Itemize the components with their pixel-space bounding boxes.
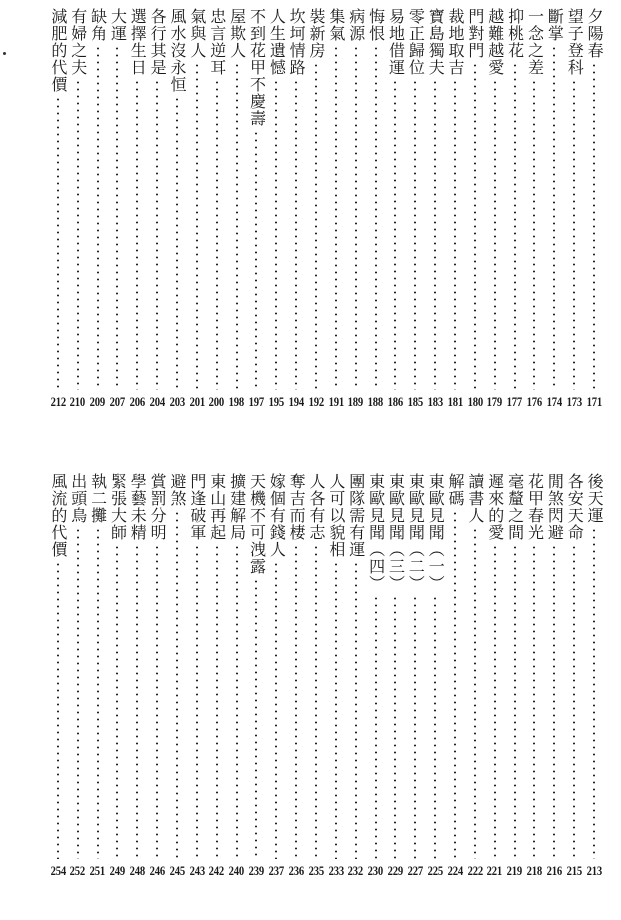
toc-entry[interactable] bbox=[564, 473, 584, 877]
toc-entry[interactable] bbox=[266, 473, 286, 877]
dot-leader bbox=[116, 544, 118, 859]
toc-entry[interactable] bbox=[584, 473, 604, 877]
toc-entry[interactable] bbox=[366, 473, 386, 877]
toc-entry-page-number: 212 bbox=[50, 394, 66, 409]
dot-leader bbox=[216, 544, 218, 859]
toc-entry-title: 團隊需有運 bbox=[346, 473, 366, 558]
toc-entry[interactable] bbox=[326, 8, 346, 408]
toc-entry-title: 裝新房 bbox=[307, 8, 327, 59]
toc-entry-page-number: 225 bbox=[427, 863, 443, 878]
toc-entry-title: 東歐見聞（二） bbox=[406, 473, 426, 592]
toc-entry-page-number: 192 bbox=[308, 394, 324, 409]
toc-entry[interactable] bbox=[405, 473, 425, 877]
dot-leader bbox=[335, 561, 337, 859]
toc-entry[interactable] bbox=[68, 8, 88, 408]
toc-entry-page-number: 236 bbox=[288, 863, 304, 878]
dot-leader bbox=[156, 544, 158, 859]
toc-entry-title: 大運 bbox=[108, 8, 128, 42]
toc-entry-title: 越難越愛 bbox=[485, 8, 505, 76]
toc-entry-title: 東山再起 bbox=[207, 473, 227, 541]
toc-entry-page-number: 235 bbox=[308, 863, 324, 878]
dot-leader bbox=[394, 79, 396, 390]
toc-entry[interactable] bbox=[207, 473, 227, 877]
toc-entry[interactable] bbox=[227, 473, 247, 877]
dot-leader bbox=[375, 595, 377, 859]
dot-leader bbox=[553, 544, 555, 859]
toc-entry-page-number: 243 bbox=[189, 863, 205, 878]
toc-entry-title: 減肥的代價 bbox=[48, 8, 68, 93]
toc-entry-title: 人生遺憾 bbox=[267, 8, 287, 76]
toc-entry-page-number: 201 bbox=[189, 394, 205, 409]
toc-entry[interactable] bbox=[425, 8, 445, 408]
toc-entry[interactable] bbox=[207, 8, 227, 408]
toc-entry-page-number: 227 bbox=[407, 863, 423, 878]
toc-entry-page-number: 215 bbox=[566, 863, 582, 878]
toc-entry-title: 門逢破軍 bbox=[187, 473, 207, 541]
toc-entry-page-number: 218 bbox=[526, 863, 543, 878]
dot-leader bbox=[573, 544, 575, 859]
toc-entry-title: 人可以貌相 bbox=[326, 473, 346, 558]
toc-entry-page-number: 189 bbox=[348, 394, 364, 409]
dot-leader bbox=[315, 62, 317, 390]
toc-top-entries bbox=[48, 8, 604, 408]
toc-entry[interactable] bbox=[445, 8, 465, 408]
toc-entry-page-number: 216 bbox=[546, 863, 562, 878]
toc-entry[interactable] bbox=[485, 8, 505, 408]
dot-leader bbox=[414, 79, 416, 390]
toc-entry[interactable] bbox=[48, 8, 68, 408]
toc-entry-page-number: 194 bbox=[288, 394, 304, 409]
toc-entry-page-number: 210 bbox=[70, 394, 86, 409]
toc-entry[interactable] bbox=[306, 8, 326, 408]
toc-entry[interactable] bbox=[167, 473, 187, 877]
dot-leader bbox=[196, 544, 198, 859]
toc-entry[interactable] bbox=[286, 8, 306, 408]
toc-entry-title: 讀書人 bbox=[465, 473, 485, 524]
dot-leader bbox=[553, 45, 555, 390]
toc-entry[interactable] bbox=[485, 473, 505, 877]
toc-entry-page-number: 248 bbox=[129, 863, 145, 878]
dot-leader bbox=[275, 561, 277, 859]
toc-entry-title: 天機不可洩露 bbox=[247, 473, 267, 575]
toc-entry-page-number: 222 bbox=[467, 863, 483, 878]
dot-leader bbox=[573, 79, 575, 390]
toc-entry-page-number: 224 bbox=[447, 863, 463, 878]
toc-entry-title: 病源 bbox=[346, 8, 366, 42]
toc-entry-title: 門對門 bbox=[465, 8, 485, 59]
toc-entry-title: 屋欺人 bbox=[227, 8, 247, 59]
toc-entry[interactable] bbox=[465, 8, 485, 408]
toc-entry-title: 忠言逆耳 bbox=[207, 8, 227, 76]
toc-bottom-entries bbox=[48, 473, 604, 877]
dot-leader bbox=[97, 45, 99, 390]
dot-leader bbox=[97, 527, 99, 859]
toc-entry-title: 抑桃花 bbox=[505, 8, 525, 59]
toc-entry-page-number: 254 bbox=[50, 863, 66, 878]
toc-entry[interactable] bbox=[544, 473, 564, 877]
toc-entry-page-number: 207 bbox=[109, 394, 126, 409]
dot-leader bbox=[156, 79, 158, 390]
toc-entry-title: 選擇生日 bbox=[128, 8, 148, 76]
toc-entry-title: 氣與人 bbox=[187, 8, 207, 59]
toc-entry-title: 緊張大師 bbox=[108, 473, 128, 541]
toc-entry[interactable] bbox=[366, 8, 386, 408]
dot-leader bbox=[57, 96, 59, 390]
dot-leader bbox=[236, 62, 238, 390]
toc-entry-page-number: 174 bbox=[546, 394, 562, 409]
dot-leader bbox=[57, 561, 59, 859]
toc-entry[interactable] bbox=[88, 8, 108, 408]
toc-entry[interactable] bbox=[505, 473, 525, 877]
dot-leader bbox=[474, 527, 476, 859]
toc-entry-page-number: 176 bbox=[526, 394, 543, 409]
toc-entry-page-number: 249 bbox=[109, 863, 126, 878]
toc-entry-title: 東歐見聞（一） bbox=[426, 473, 446, 592]
toc-entry[interactable] bbox=[386, 8, 406, 408]
toc-entry[interactable] bbox=[425, 473, 445, 877]
dot-leader bbox=[514, 544, 516, 859]
dot-leader bbox=[116, 45, 118, 390]
toc-entry-page-number: 171 bbox=[586, 394, 602, 409]
toc-entry-page-number: 219 bbox=[507, 863, 523, 878]
dot-leader bbox=[394, 595, 396, 859]
toc-entry-page-number: 251 bbox=[89, 863, 106, 878]
dot-leader bbox=[533, 79, 535, 390]
toc-entry-page-number: 197 bbox=[248, 394, 265, 409]
dot-leader bbox=[375, 45, 377, 390]
toc-entry-page-number: 239 bbox=[248, 863, 265, 878]
dot-leader bbox=[136, 79, 138, 390]
toc-entry-title: 寶島獨夫 bbox=[426, 8, 446, 76]
toc-entry-title: 賞罰分明 bbox=[148, 473, 168, 541]
dot-leader bbox=[593, 527, 595, 859]
dot-leader bbox=[295, 79, 297, 390]
toc-entry-title: 各安天命 bbox=[565, 473, 585, 541]
toc-entry-page-number: 180 bbox=[467, 394, 483, 409]
toc-entry-title: 嫁個有錢人 bbox=[267, 473, 287, 558]
dot-leader bbox=[315, 544, 317, 859]
toc-entry-title: 望子登科 bbox=[565, 8, 585, 76]
toc-entry-page-number: 213 bbox=[586, 863, 602, 878]
toc-entry[interactable] bbox=[48, 473, 68, 877]
toc-entry-page-number: 245 bbox=[169, 863, 185, 878]
toc-entry[interactable] bbox=[88, 473, 108, 877]
toc-entry[interactable] bbox=[405, 8, 425, 408]
toc-entry-title: 毫釐之間 bbox=[505, 473, 525, 541]
toc-entry[interactable] bbox=[525, 8, 545, 408]
toc-entry-page-number: 233 bbox=[328, 863, 344, 878]
toc-entry-page-number: 198 bbox=[228, 394, 245, 409]
toc-entry-title: 缺角 bbox=[88, 8, 108, 42]
toc-entry[interactable] bbox=[346, 473, 366, 877]
dot-leader bbox=[136, 544, 138, 859]
toc-entry-page-number: 185 bbox=[407, 394, 423, 409]
toc-entry-title: 坎坷情路 bbox=[287, 8, 307, 76]
toc-entry-page-number: 221 bbox=[487, 863, 503, 878]
toc-entry-title: 解碼 bbox=[446, 473, 466, 507]
dot-leader bbox=[77, 527, 79, 859]
toc-entry-title: 有婦之夫 bbox=[68, 8, 88, 76]
toc-entry-page-number: 183 bbox=[427, 394, 443, 409]
toc-entry-title: 出頭鳥 bbox=[68, 473, 88, 524]
toc-entry-page-number: 195 bbox=[268, 394, 284, 409]
toc-entry[interactable] bbox=[505, 8, 525, 408]
dot-leader bbox=[275, 79, 277, 390]
dot-leader bbox=[255, 578, 257, 859]
toc-entry-title: 閒煞閃避 bbox=[545, 473, 565, 541]
toc-entry[interactable] bbox=[564, 8, 584, 408]
toc-entry-title: 擴建解局 bbox=[227, 473, 247, 541]
toc-entry-title: 花甲春光 bbox=[525, 473, 545, 541]
toc-entry-page-number: 203 bbox=[169, 394, 185, 409]
toc-entry-title: 斷掌 bbox=[545, 8, 565, 42]
dot-leader bbox=[474, 62, 476, 390]
toc-entry[interactable] bbox=[346, 8, 366, 408]
toc-entry[interactable] bbox=[326, 473, 346, 877]
toc-entry-page-number: 252 bbox=[70, 863, 86, 878]
toc-entry[interactable] bbox=[187, 8, 207, 408]
toc-entry[interactable] bbox=[386, 473, 406, 877]
toc-entry-page-number: 237 bbox=[268, 863, 284, 878]
dot-leader bbox=[355, 561, 357, 859]
toc-entry[interactable] bbox=[247, 473, 267, 877]
toc-entry-page-number: 177 bbox=[507, 394, 523, 409]
toc-entry-title: 各行其是 bbox=[148, 8, 168, 76]
toc-entry[interactable] bbox=[306, 473, 326, 877]
dot-leader bbox=[196, 62, 198, 390]
dot-leader bbox=[533, 544, 535, 859]
toc-entry[interactable] bbox=[445, 473, 465, 877]
toc-entry[interactable] bbox=[247, 8, 267, 408]
toc-entry-page-number: 229 bbox=[387, 863, 404, 878]
toc-entry[interactable] bbox=[286, 473, 306, 877]
toc-entry[interactable] bbox=[167, 8, 187, 408]
toc-entry-page-number: 206 bbox=[129, 394, 145, 409]
toc-entry-title: 風流的代價 bbox=[48, 473, 68, 558]
toc-entry-page-number: 209 bbox=[89, 394, 106, 409]
toc-entry-title: 不到花甲不慶壽 bbox=[247, 8, 267, 127]
toc-entry-title: 夕陽春 bbox=[585, 8, 605, 59]
dot-leader bbox=[414, 595, 416, 859]
dot-leader bbox=[236, 544, 238, 859]
dot-leader bbox=[434, 595, 436, 859]
toc-entry[interactable] bbox=[147, 473, 167, 877]
toc-entry[interactable] bbox=[525, 473, 545, 877]
toc-entry[interactable] bbox=[465, 473, 485, 877]
margin-mark bbox=[3, 52, 6, 55]
dot-leader bbox=[454, 510, 456, 859]
toc-entry[interactable] bbox=[584, 8, 604, 408]
toc-entry[interactable] bbox=[187, 473, 207, 877]
toc-entry-page-number: 188 bbox=[367, 394, 384, 409]
toc-entry[interactable] bbox=[544, 8, 564, 408]
dot-leader bbox=[355, 45, 357, 390]
dot-leader bbox=[77, 79, 79, 390]
toc-entry-page-number: 186 bbox=[387, 394, 404, 409]
dot-leader bbox=[335, 45, 337, 390]
toc-entry-page-number: 179 bbox=[487, 394, 503, 409]
toc-entry-page-number: 204 bbox=[149, 394, 165, 409]
toc-entry-title: 東歐見聞（四） bbox=[366, 473, 386, 592]
dot-leader bbox=[176, 96, 178, 390]
toc-entry[interactable] bbox=[68, 473, 88, 877]
toc-entry-page-number: 181 bbox=[447, 394, 463, 409]
toc-entry-title: 集氣 bbox=[326, 8, 346, 42]
toc-entry-page-number: 232 bbox=[348, 863, 364, 878]
toc-entry-title: 零正歸位 bbox=[406, 8, 426, 76]
dot-leader bbox=[494, 544, 496, 859]
toc-entry-title: 遲來的愛 bbox=[485, 473, 505, 541]
toc-entry[interactable] bbox=[266, 8, 286, 408]
toc-entry[interactable] bbox=[127, 8, 147, 408]
dot-leader bbox=[295, 544, 297, 859]
toc-block-bottom bbox=[48, 473, 604, 877]
dot-leader bbox=[494, 79, 496, 390]
toc-entry-title: 東歐見聞（三） bbox=[386, 473, 406, 592]
toc-entry-title: 學藝未精 bbox=[128, 473, 148, 541]
toc-entry-title: 裁地取吉 bbox=[446, 8, 466, 76]
toc-entry[interactable] bbox=[108, 8, 128, 408]
toc-entry-title: 一念之差 bbox=[525, 8, 545, 76]
toc-entry-page-number: 191 bbox=[328, 394, 344, 409]
toc-entry-title: 易地借運 bbox=[386, 8, 406, 76]
toc-entry-title: 後天運 bbox=[585, 473, 605, 524]
toc-entry-page-number: 173 bbox=[566, 394, 582, 409]
toc-entry-title: 人各有志 bbox=[307, 473, 327, 541]
toc-block-top bbox=[48, 8, 604, 408]
toc-entry-title: 奪吉而棲 bbox=[287, 473, 307, 541]
toc-entry-page-number: 246 bbox=[149, 863, 165, 878]
dot-leader bbox=[255, 130, 257, 390]
toc-entry-page-number: 200 bbox=[209, 394, 225, 409]
dot-leader bbox=[434, 79, 436, 390]
toc-entry-title: 避煞 bbox=[168, 473, 188, 507]
toc-entry-title: 悔恨 bbox=[366, 8, 386, 42]
dot-leader bbox=[514, 62, 516, 390]
toc-entry-page-number: 242 bbox=[209, 863, 225, 878]
dot-leader bbox=[176, 510, 178, 859]
toc-entry[interactable] bbox=[127, 473, 147, 877]
dot-leader bbox=[454, 79, 456, 390]
toc-entry[interactable] bbox=[227, 8, 247, 408]
toc-entry[interactable] bbox=[108, 473, 128, 877]
toc-entry-page-number: 230 bbox=[367, 863, 384, 878]
toc-entry[interactable] bbox=[147, 8, 167, 408]
toc-entry-title: 執二攤 bbox=[88, 473, 108, 524]
dot-leader bbox=[216, 79, 218, 390]
toc-entry-page-number: 240 bbox=[228, 863, 245, 878]
toc-entry-title: 風水沒永恒 bbox=[168, 8, 188, 93]
dot-leader bbox=[593, 62, 595, 390]
